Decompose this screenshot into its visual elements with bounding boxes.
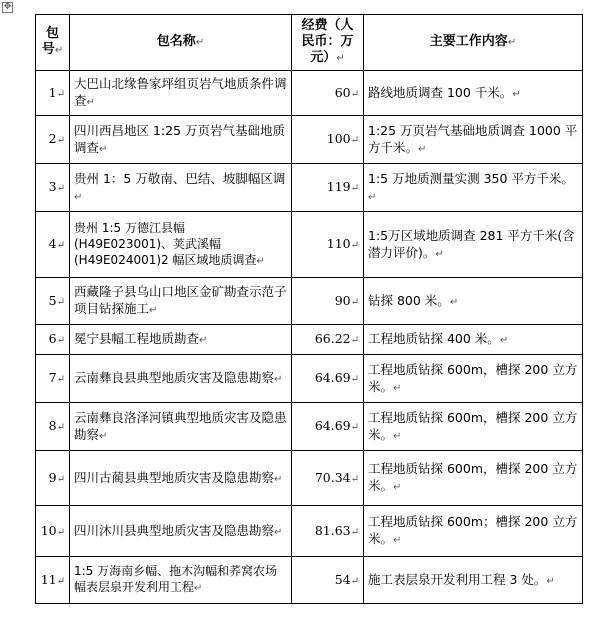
table-row (36, 403, 583, 451)
package-no-cell: 2↵ (36, 116, 70, 164)
main-work-cell: 1:5万区域地质调查 281 平方千米(含潜力评价)。↵ (364, 212, 583, 278)
package-no-cell: 4↵ (36, 212, 70, 278)
funding-cell: 60↵ (292, 71, 364, 116)
package-no-cell: 5↵ (36, 278, 70, 325)
main-work-cell: 钻探 800 米。↵ (364, 278, 583, 325)
main-work-cell: 工程地质钻探 400 米。↵ (364, 325, 583, 355)
package-name-cell: 西藏隆子县乌山口地区金矿勘查示范子项目钻探施工↵ (70, 278, 292, 325)
package-no-cell: 8↵ (36, 403, 70, 451)
package-no-cell: 11↵ (36, 557, 70, 604)
package-name-cell: 贵州 1：5 万敬南、巴结、坡脚幅区调↵ (70, 164, 292, 212)
header-main-work: 主要工作内容↵ (364, 15, 583, 71)
main-work-cell: 工程地质钻探 600m，槽探 200 立方米。↵ (364, 355, 583, 403)
package-no-cell: 3↵ (36, 164, 70, 212)
funding-cell: 90↵ (292, 278, 364, 325)
header-package-name: 包名称↵ (70, 15, 292, 71)
package-no-cell: 9↵ (36, 451, 70, 506)
package-name-cell: 云南彝良县典型地质灾害及隐患勘察↵ (70, 355, 292, 403)
package-name-cell: 四川古蔺县典型地质灾害及隐患勘察↵ (70, 451, 292, 506)
table-move-handle-icon[interactable]: ✥ (3, 2, 12, 12)
funding-cell: 110↵ (292, 212, 364, 278)
table-row (36, 506, 583, 557)
main-work-cell: 施工表层泉开发利用工程 3 处。↵ (364, 557, 583, 604)
funding-cell: 64.69↵ (292, 355, 364, 403)
table-row (36, 212, 583, 278)
package-name-cell: 1:5 万海南乡幅、拖木沟幅和荞窝农场幅表层泉开发利用工程↵ (70, 557, 292, 604)
table-row (36, 557, 583, 604)
table-row (36, 71, 583, 116)
header-funding: 经费（人民币：万元）↵ (292, 15, 364, 71)
package-name-cell: 大巴山北缘鲁家坪组页岩气地质条件调查↵ (70, 71, 292, 116)
funding-cell: 64.69↵ (292, 403, 364, 451)
table-row (36, 355, 583, 403)
table-row (36, 325, 583, 355)
package-no-cell: 10↵ (36, 506, 70, 557)
main-work-cell: 工程地质钻探 600m，槽探 200 立方米。↵ (364, 451, 583, 506)
main-work-cell: 1:25 万页岩气基础地质调查 1000 平方千米。↵ (364, 116, 583, 164)
package-name-cell: 四川西昌地区 1:25 万页岩气基础地质调查↵ (70, 116, 292, 164)
main-work-cell: 路线地质调查 100 千米。↵ (364, 71, 583, 116)
header-row (36, 15, 583, 71)
table-row (36, 164, 583, 212)
package-name-cell: 贵州 1:5 万德江县幅 (H49E023001)、荚武溪幅 (H49E024001)2 幅区域地质调查↵ (70, 212, 292, 278)
funding-cell: 119↵ (292, 164, 364, 212)
package-name-cell: 云南彝良洛泽河镇典型地质灾害及隐患勘察↵ (70, 403, 292, 451)
funding-cell: 81.63↵ (292, 506, 364, 557)
funding-cell: 66.22↵ (292, 325, 364, 355)
table-row (36, 116, 583, 164)
package-no-cell: 6↵ (36, 325, 70, 355)
table-row (36, 451, 583, 506)
header-package-no: 包号↵ (36, 15, 70, 71)
funding-cell: 54↵ (292, 557, 364, 604)
main-work-cell: 工程地质钻探 600m，槽探 200 立方米。↵ (364, 403, 583, 451)
package-name-cell: 冕宁县幅工程地质勘查↵ (70, 325, 292, 355)
table-row (36, 278, 583, 325)
main-work-cell: 工程地质钻探 600m；槽探 200 立方米。↵ (364, 506, 583, 557)
funding-cell: 100↵ (292, 116, 364, 164)
main-work-cell: 1:5 万地质测量实测 350 平方千米。↵ (364, 164, 583, 212)
package-no-cell: 1↵ (36, 71, 70, 116)
package-name-cell: 四川沐川县典型地质灾害及隐患勘察↵ (70, 506, 292, 557)
package-no-cell: 7↵ (36, 355, 70, 403)
work-package-table (35, 14, 583, 604)
funding-cell: 70.34↵ (292, 451, 364, 506)
